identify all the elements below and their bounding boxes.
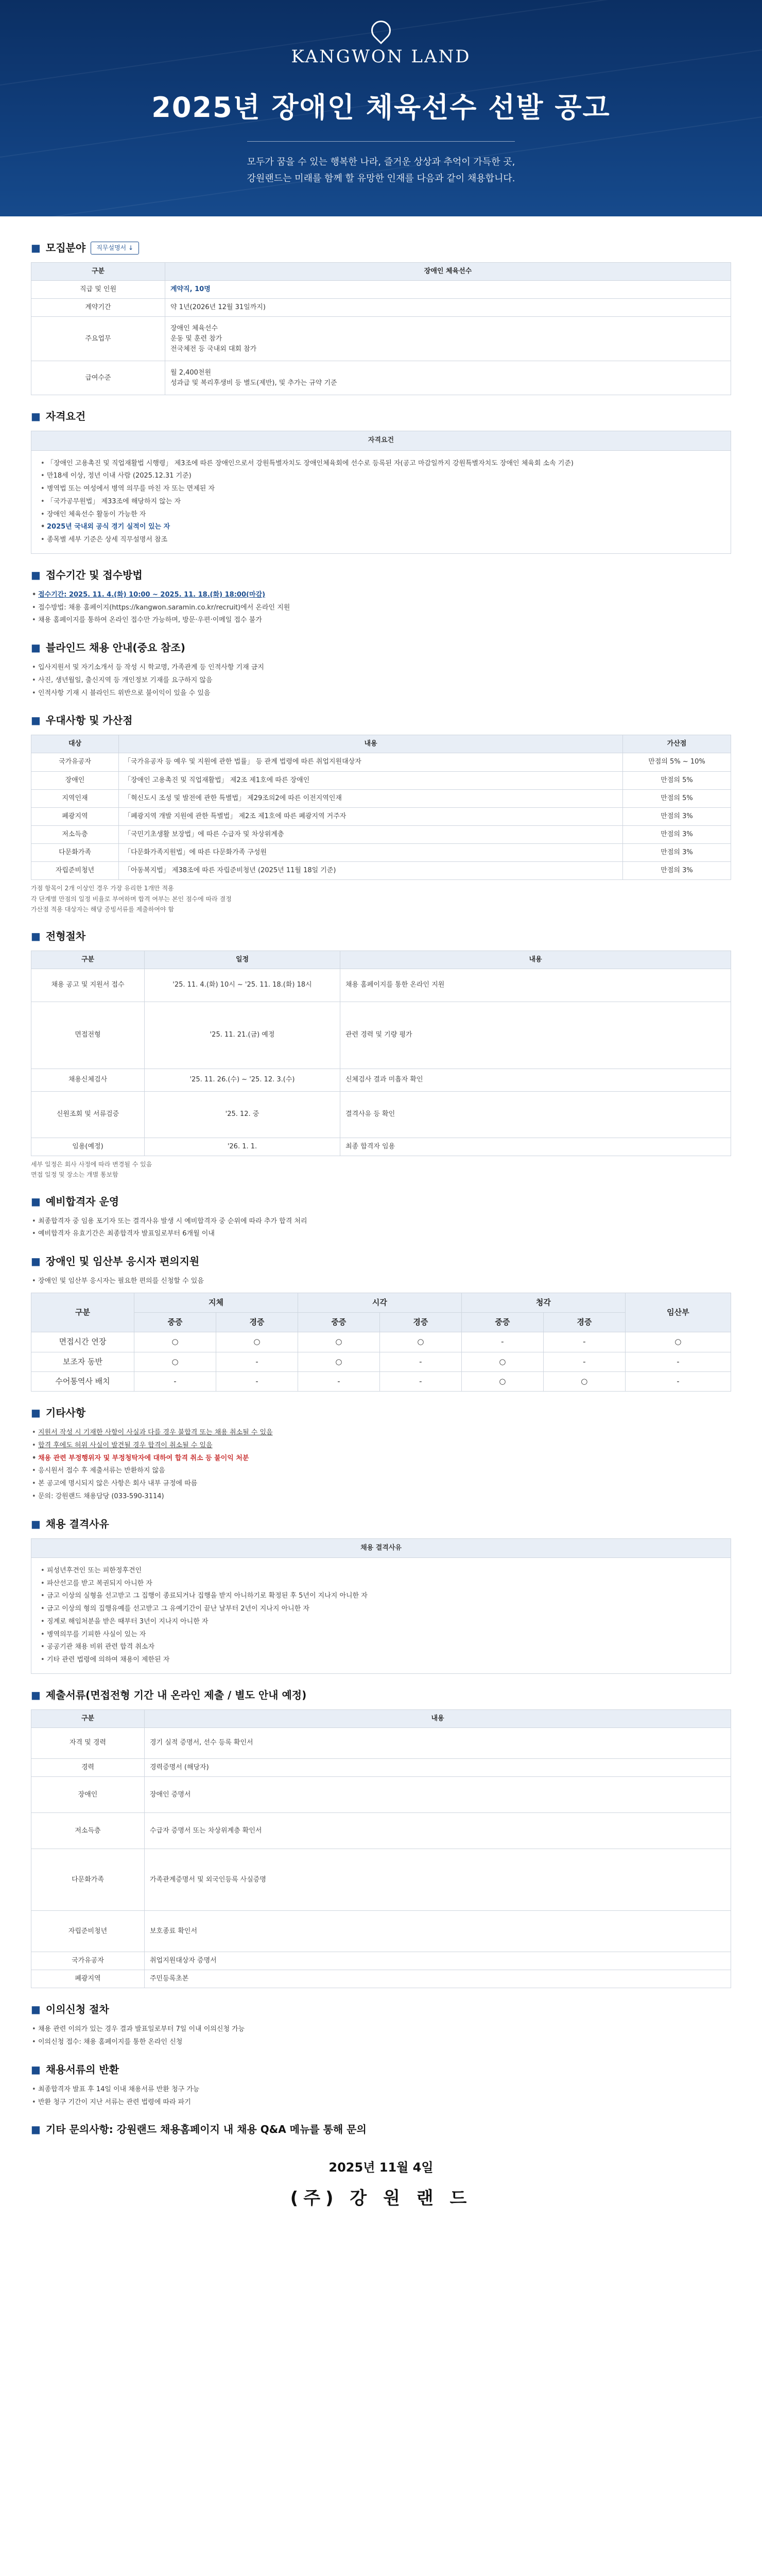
section-title-text: 전형절차 (45, 929, 86, 942)
table-cell: 「다문화가족지원법」에 따른 다문화가족 구성원 (119, 844, 623, 862)
selection-process-table (31, 951, 731, 1156)
table-row (31, 1371, 731, 1391)
table-row (31, 789, 731, 807)
list-item: • 징계로 해임처분을 받은 때부터 3년이 지나지 아니한 자 (40, 1616, 722, 1628)
table-cell: 만점의 3% (623, 844, 731, 862)
section-title-text: 장애인 및 임산부 응시자 편의지원 (45, 1255, 200, 1268)
table-cell: 계약기간 (31, 299, 165, 317)
section-title (31, 2002, 731, 2018)
table-row (31, 1727, 731, 1758)
list-item: • 장애인 체육선수 활동이 가능한 자 (40, 509, 722, 521)
list-item: • 파산선고를 받고 복권되지 아니한 자 (40, 1578, 722, 1590)
table-row (31, 1849, 731, 1911)
section-title (31, 1687, 731, 1703)
table-subheader: 경증 (543, 1313, 625, 1332)
list-item: • 금고 이상의 형의 집행유예를 선고받고 그 유예기간이 끝난 날부터 2년이 지나지 아니한 자 (40, 1603, 722, 1615)
square-bullet-icon: ■ (31, 1195, 41, 1208)
section-title (31, 567, 731, 583)
table-subheader: 중증 (461, 1313, 543, 1332)
table-subheader: 경증 (379, 1313, 461, 1332)
table-cell: 수어통역사 배치 (31, 1371, 134, 1391)
table-cell: 「국민기초생활 보장법」에 따른 수급자 및 차상위계층 (119, 826, 623, 844)
table-cell: - (298, 1371, 379, 1391)
table-cell: 결격사유 등 확인 (340, 1091, 731, 1138)
preferential-table (31, 735, 731, 880)
logo-text: KANGWON LAND (291, 46, 471, 67)
list-item: • 접수기간: 2025. 11. 4.(화) 10:00 ~ 2025. 11. 18.(화) 18:00(마감) (31, 589, 731, 601)
table-cell: '26. 1. 1. (145, 1138, 340, 1156)
table-cell: 지역인재 (31, 789, 119, 807)
table-row (31, 1138, 731, 1156)
table-header: 가산점 (623, 735, 731, 753)
organization-name: (주) 강 원 랜 드 (290, 2188, 472, 2209)
table-cell: 「폐광지역 개발 지원에 관한 특별법」 제2조 제1호에 따른 폐광지역 거주자 (119, 807, 623, 825)
list-item: • 피성년후견인 또는 피한정후견인 (40, 1565, 722, 1577)
square-bullet-icon: ■ (31, 2063, 41, 2076)
table-cell: 장애인 체육선수 운동 및 훈련 참가 전국체전 등 국내외 대회 참가 (165, 317, 731, 361)
preferential-notes (31, 883, 731, 914)
table-cell: 보조자 동반 (31, 1352, 134, 1371)
list-item: • 종목별 세부 기준은 상세 직무설명서 참조 (40, 534, 722, 546)
table-cell: - (543, 1352, 625, 1371)
table-cell: 채용 공고 및 지원서 접수 (31, 969, 145, 1002)
section-reserve-candidates (31, 1194, 731, 1241)
table-cell: - (134, 1371, 216, 1391)
list-item: • 공공기관 채용 비위 관련 합격 취소자 (40, 1641, 722, 1653)
square-bullet-icon: ■ (31, 242, 41, 254)
table-cell: 자격 및 경력 (31, 1727, 145, 1758)
section-title-text: 접수기간 및 접수방법 (45, 568, 143, 581)
note-line: 세부 일정은 회사 사정에 따라 변경될 수 있음 (31, 1160, 152, 1168)
documents-table (31, 1709, 731, 1989)
section-title-text: 제출서류(면접전형 기간 내 온라인 제출 / 별도 안내 예정) (45, 1688, 307, 1701)
list-item: • 병역법 또는 여성에서 병역 의무를 마친 자 또는 면제된 자 (40, 483, 722, 495)
accommodation-table (31, 1293, 731, 1392)
table-cell: 월 2,400천원 성과급 및 복리후생비 등 별도(제반), 및 추가는 규약 기준 (165, 361, 731, 395)
table-header: 내용 (119, 735, 623, 753)
list-item: • 장애인 및 임산부 응시자는 필요한 편의를 신청할 수 있음 (31, 1276, 731, 1287)
recruit-field-table (31, 262, 731, 395)
list-item: • 사진, 생년월일, 출신지역 등 개인정보 기재를 요구하지 않음 (31, 675, 731, 687)
table-row (31, 317, 731, 361)
table-cell: - (625, 1371, 731, 1391)
table-cell: 채용 홈페이지를 통한 온라인 지원 (340, 969, 731, 1002)
list-item: • 반환 청구 기간이 지난 서류는 관련 법령에 따라 파기 (31, 2097, 731, 2109)
note-line: 가점 항목이 2개 이상인 경우 가장 유리한 1개만 적용 (31, 885, 174, 892)
list-item: • 인적사항 기재 시 블라인드 위반으로 불이익이 있을 수 있음 (31, 688, 731, 700)
table-cell: 「국가유공자 등 예우 및 지원에 관한 법률」 등 관계 법령에 따른 취업지원대상자 (119, 753, 623, 771)
table-row (31, 1091, 731, 1138)
table-cell: - (216, 1352, 298, 1371)
table-row (31, 862, 731, 880)
table-row (31, 1777, 731, 1813)
table-cell: - (379, 1371, 461, 1391)
notice-date: 2025년 11월 4일 (328, 2160, 434, 2175)
table-cell: 「장애인 고용촉진 및 직업재활법」 제2조 제1호에 따른 장애인 (119, 771, 623, 789)
table-cell: 저소득층 (31, 826, 119, 844)
table-cell: 보호종료 확인서 (145, 1911, 731, 1952)
table-cell: ○ (134, 1332, 216, 1352)
table-row (31, 281, 731, 299)
square-bullet-icon: ■ (31, 410, 41, 423)
list-item: • 최종합격자 중 임용 포기자 또는 결격사유 발생 시 예비합격자 중 순위에 따라 추가 합격 처리 (31, 1216, 731, 1228)
table-header: 구분 (31, 951, 145, 969)
table-subheader: 중증 (298, 1313, 379, 1332)
square-bullet-icon: ■ (31, 568, 41, 581)
table-header: 지체 (134, 1293, 298, 1312)
section-document-return (31, 2062, 731, 2109)
table-cell: 다문화가족 (31, 1849, 145, 1911)
table-cell: 수급자 증명서 또는 차상위계층 확인서 (145, 1813, 731, 1849)
section-objection (31, 2002, 731, 2048)
table-cell: 장애인 증명서 (145, 1777, 731, 1813)
section-blind-hiring (31, 640, 731, 699)
table-cell: ○ (461, 1352, 543, 1371)
table-header: 내용 (340, 951, 731, 969)
section-title-text: 기타사항 (45, 1406, 86, 1419)
table-cell: 약 1년(2026년 12월 31일까지) (165, 299, 731, 317)
table-cell: 면접전형 (31, 1002, 145, 1069)
section-title-text: 채용 결격사유 (45, 1517, 109, 1530)
square-bullet-icon: ■ (31, 1688, 41, 1701)
square-bullet-icon: ■ (31, 1255, 41, 1268)
section-title (31, 1194, 731, 1210)
table-header: 임산부 (625, 1293, 731, 1332)
inquiry-text[interactable]: 기타 문의사항: 강원랜드 채용홈페이지 내 채용 Q&A 메뉴를 통해 문의 (45, 2123, 367, 2136)
section-title (31, 640, 731, 656)
hero-subtitle-2: 강원랜드는 미래를 함께 할 유망한 인재를 다음과 같이 채용합니다. (247, 173, 515, 184)
section-disqualification (31, 1516, 731, 1674)
table-cell: ○ (216, 1332, 298, 1352)
title-divider (247, 141, 515, 142)
table-cell: ○ (298, 1352, 379, 1371)
list-item: • 병역의무를 기피한 사실이 있는 자 (40, 1629, 722, 1641)
table-row (31, 1352, 731, 1371)
disqualification-box (31, 1538, 731, 1674)
section-title-text: 이의신청 절차 (45, 2003, 109, 2016)
table-row (31, 807, 731, 825)
qualification-box (31, 431, 731, 553)
list-item: • 최종합격자 발표 후 14일 이내 채용서류 반환 청구 가능 (31, 2084, 731, 2096)
note-line: 면접 일정 및 장소는 개별 통보함 (31, 1171, 118, 1179)
table-cell: - (379, 1352, 461, 1371)
table-row (31, 969, 731, 1002)
kangwonland-logo (291, 21, 471, 71)
list-item: • 채용 홈페이지를 통하여 온라인 접수만 가능하며, 방문·우편·이메일 접수 불가 (31, 615, 731, 626)
section-title-text: 채용서류의 반환 (45, 2063, 119, 2076)
job-description-download-button[interactable]: 직무설명서 ↓ (91, 242, 139, 255)
section-title-text: 예비합격자 운영 (45, 1195, 119, 1208)
table-cell: 국가유공자 (31, 753, 119, 771)
table-row (31, 1069, 731, 1091)
table-cell: - (625, 1352, 731, 1371)
list-item: • 2025년 국내외 공식 경기 실적이 있는 자 (40, 521, 722, 533)
section-title (31, 1405, 731, 1421)
table-row (31, 1952, 731, 1970)
section-qualifications (31, 409, 731, 553)
table-header: 청각 (461, 1293, 625, 1312)
table-cell: '25. 11. 4.(화) 10시 ~ '25. 11. 18.(화) 18시 (145, 969, 340, 1002)
table-header: 일정 (145, 951, 340, 969)
table-cell: '25. 11. 21.(금) 예정 (145, 1002, 340, 1069)
section-inquiry (31, 2122, 731, 2138)
list-item: • 문의: 강원랜드 채용담당 (033-590-3114) (31, 1491, 731, 1503)
hero-banner (0, 0, 762, 216)
table-cell: 경력 (31, 1758, 145, 1776)
process-notes (31, 1159, 731, 1180)
note-line: 각 단계별 만점의 일정 비율로 부여하며 합격 여부는 본인 점수에 따라 결정 (31, 895, 232, 903)
square-bullet-icon: ■ (31, 714, 41, 727)
table-cell: 경력증명서 (해당자) (145, 1758, 731, 1776)
table-cell: 만점의 3% (623, 807, 731, 825)
table-cell: 급여수준 (31, 361, 165, 395)
table-cell: 신체검사 결과 미흡자 확인 (340, 1069, 731, 1091)
list-item: • 「장애인 고용촉진 및 직업재활법 시행령」 제3조에 따른 장애인으로서 강원특별자치도 장애인체육회에 선수로 등록된 자(공고 마감일까지 강원특별자치도 장애인 체육회 소속 기준) (40, 458, 722, 470)
table-row (31, 771, 731, 789)
section-title (31, 240, 731, 256)
table-cell: 직급 및 인원 (31, 281, 165, 299)
box-header: 채용 결격사유 (31, 1539, 731, 1558)
table-row (31, 1970, 731, 1988)
table-cell: ○ (543, 1371, 625, 1391)
table-cell: 만점의 3% (623, 826, 731, 844)
list-item: • 채용 관련 이의가 있는 경우 결과 발표일로부터 7일 이내 이의신청 가능 (31, 2024, 731, 2036)
table-header: 구분 (31, 1293, 134, 1332)
table-cell: 저소득층 (31, 1813, 145, 1849)
table-row (31, 1911, 731, 1952)
section-title (31, 713, 731, 728)
table-cell: '25. 11. 26.(수) ~ '25. 12. 3.(수) (145, 1069, 340, 1091)
table-cell: 「아동복지법」 제38조에 따른 자립준비청년 (2025년 11월 18일 기준) (119, 862, 623, 880)
logo-mark-icon (367, 16, 395, 44)
list-item: • 채용 관련 부정행위자 및 부정청탁자에 대하여 합격 취소 등 불이익 처분 (31, 1453, 731, 1465)
notice-footer (31, 2158, 731, 2212)
section-title-text: 자격요건 (45, 410, 86, 423)
list-item: • 합격 후에도 허위 사실이 발견될 경우 합격이 취소될 수 있음 (31, 1440, 731, 1452)
table-header: 장애인 체육선수 (165, 263, 731, 281)
section-selection-process (31, 928, 731, 1180)
list-item: • 본 공고에 명시되지 않은 사항은 회사 내부 규정에 따름 (31, 1478, 731, 1490)
table-cell: 면접시간 연장 (31, 1332, 134, 1352)
table-cell: 가족관계증명서 및 외국인등록 사실증명 (145, 1849, 731, 1911)
table-cell: 채용신체검사 (31, 1069, 145, 1091)
table-cell: 최종 합격자 임용 (340, 1138, 731, 1156)
recruit-homepage-link[interactable]: • 접수방법: 채용 홈페이지(https://kangwon.saramin.co.kr/recruit)에서 온라인 지원 (31, 602, 731, 614)
box-header: 자격요건 (31, 431, 731, 450)
section-title-text: 블라인드 채용 안내(중요 참조) (45, 641, 185, 654)
list-item: • 지원서 작성 시 기재한 사항이 사실과 다를 경우 불합격 또는 채용 취소될 수 있음 (31, 1427, 731, 1439)
section-title-text: 우대사항 및 가산점 (45, 714, 133, 727)
table-header: 대상 (31, 735, 119, 753)
table-row (31, 1002, 731, 1069)
table-cell: 임용(예정) (31, 1138, 145, 1156)
table-cell: '25. 12. 중 (145, 1091, 340, 1138)
section-title (31, 2062, 731, 2078)
table-row (31, 299, 731, 317)
notice-content (31, 227, 731, 2576)
table-cell: 신원조회 및 서류검증 (31, 1091, 145, 1138)
note-line: 가산점 적용 대상자는 해당 증빙서류를 제출하여야 함 (31, 906, 174, 913)
table-cell: 만점의 5% (623, 789, 731, 807)
list-item: • 이의신청 접수: 채용 홈페이지를 통한 온라인 신청 (31, 2037, 731, 2048)
table-subheader: 경증 (216, 1313, 298, 1332)
list-item: • 「국가공무원법」 제33조에 해당하지 않는 자 (40, 496, 722, 508)
table-cell: ○ (625, 1332, 731, 1352)
table-row (31, 361, 731, 395)
table-row (31, 844, 731, 862)
section-title (31, 2122, 731, 2138)
table-cell: 국가유공자 (31, 1952, 145, 1970)
hero-subtitle-1: 모두가 꿈을 수 있는 행복한 나라, 즐거운 상상과 추억이 가득한 곳, (247, 157, 515, 168)
table-cell: 계약직, 10명 (165, 281, 731, 299)
table-cell: 폐광지역 (31, 807, 119, 825)
section-title (31, 928, 731, 944)
table-cell: - (461, 1332, 543, 1352)
table-row (31, 826, 731, 844)
square-bullet-icon: ■ (31, 2123, 41, 2136)
table-cell: 주민등록초본 (145, 1970, 731, 1988)
table-cell: 폐광지역 (31, 1970, 145, 1988)
table-header: 시각 (298, 1293, 461, 1312)
section-preferential (31, 713, 731, 914)
square-bullet-icon: ■ (31, 641, 41, 654)
table-cell: - (543, 1332, 625, 1352)
table-subheader: 중증 (134, 1313, 216, 1332)
table-cell: ○ (379, 1332, 461, 1352)
list-item: • 금고 이상의 실형을 선고받고 그 집행이 종료되거나 집행을 받지 아니하기로 확정된 후 5년이 지나지 아니한 자 (40, 1590, 722, 1602)
section-application-period (31, 567, 731, 626)
list-item: • 기타 관련 법령에 의하여 채용이 제한된 자 (40, 1654, 722, 1666)
table-cell: 만점의 3% (623, 862, 731, 880)
section-documents (31, 1687, 731, 1989)
table-row (31, 753, 731, 771)
table-cell: 만점의 5% (623, 771, 731, 789)
table-row (31, 1813, 731, 1849)
square-bullet-icon: ■ (31, 1517, 41, 1530)
square-bullet-icon: ■ (31, 2003, 41, 2016)
table-cell: 자립준비청년 (31, 1911, 145, 1952)
list-item: • 응시원서 접수 후 제출서류는 반환하지 않음 (31, 1465, 731, 1477)
list-item: • 입사지원서 및 자기소개서 등 작성 시 학교명, 가족관계 등 인적사항 기재 금지 (31, 662, 731, 674)
table-row (31, 1758, 731, 1776)
section-title (31, 409, 731, 425)
list-item: • 예비합격자 유효기간은 최종합격자 발표일로부터 6개월 이내 (31, 1228, 731, 1240)
section-title-text: 모집분야 (45, 242, 86, 254)
table-cell: 장애인 (31, 1777, 145, 1813)
section-recruit-field (31, 240, 731, 395)
section-title (31, 1253, 731, 1269)
table-row (31, 1332, 731, 1352)
table-cell: 관련 경력 및 기량 평가 (340, 1002, 731, 1069)
square-bullet-icon: ■ (31, 1406, 41, 1419)
table-cell: 장애인 (31, 771, 119, 789)
table-header: 구분 (31, 263, 165, 281)
section-accommodation (31, 1253, 731, 1392)
table-cell: ○ (461, 1371, 543, 1391)
table-cell: 자립준비청년 (31, 862, 119, 880)
table-cell: 만점의 5% ~ 10% (623, 753, 731, 771)
table-cell: 다문화가족 (31, 844, 119, 862)
table-cell: ○ (298, 1332, 379, 1352)
table-cell: 「혁신도시 조성 및 발전에 관한 특별법」 제29조의2에 따른 이전지역인재 (119, 789, 623, 807)
table-cell: - (216, 1371, 298, 1391)
table-cell: 주요업무 (31, 317, 165, 361)
section-misc (31, 1405, 731, 1503)
section-title (31, 1516, 731, 1532)
table-header: 내용 (145, 1709, 731, 1727)
square-bullet-icon: ■ (31, 929, 41, 942)
table-cell: ○ (134, 1352, 216, 1371)
table-header: 구분 (31, 1709, 145, 1727)
table-cell: 경기 실적 증명서, 선수 등록 확인서 (145, 1727, 731, 1758)
table-cell: 취업지원대상자 증명서 (145, 1952, 731, 1970)
page-title: 2025년 장애인 체육선수 선발 공고 (151, 91, 611, 124)
list-item: • 만18세 이상, 정년 이내 사람 (2025.12.31 기준) (40, 470, 722, 482)
